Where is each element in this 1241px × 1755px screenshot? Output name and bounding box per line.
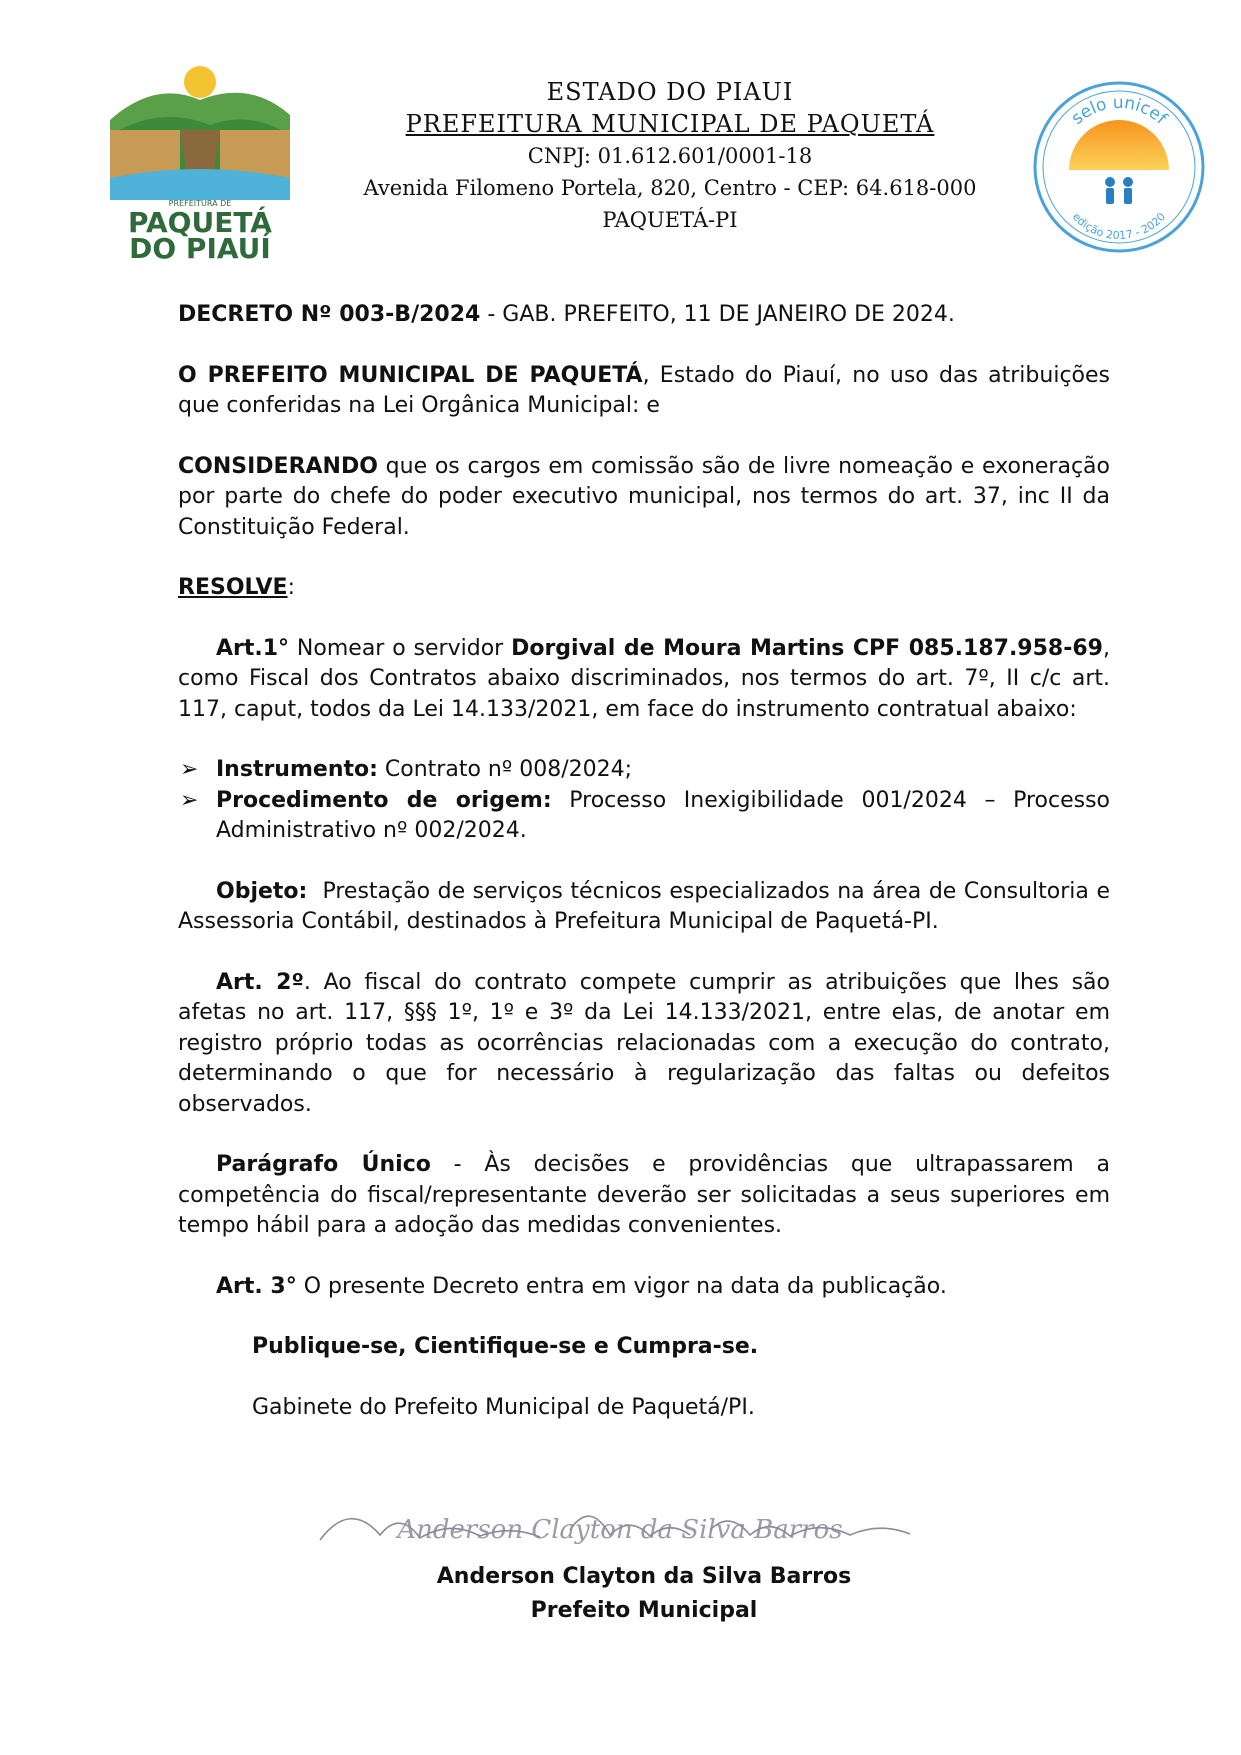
art3-label: Art. 3° — [216, 1273, 297, 1299]
document-header — [330, 76, 1010, 236]
art3-paragraph — [178, 1272, 1110, 1303]
resolve-heading — [178, 573, 1110, 604]
signature-script: Anderson Clayton da Silva Barros — [397, 1515, 843, 1545]
considerando-text: que os cargos em comissão são de livre nomeação e exoneração por parte do chefe do poder executivo municipal, nos termos do art. 37, inc II da Constituição Federal. — [178, 453, 1110, 540]
paragrafo-unico — [178, 1150, 1110, 1242]
list-item — [178, 786, 1110, 847]
intro-paragraph — [178, 361, 1110, 422]
art3-text: O presente Decreto entra em vigor na data da publicação. — [296, 1273, 947, 1299]
art1-label: Art.1° — [216, 635, 290, 661]
seal-edition-text: edição 2017 - 2020 — [1069, 210, 1169, 243]
handwritten-signature — [310, 1480, 930, 1570]
contract-details-list — [178, 755, 1110, 847]
bullet-label: Procedimento de origem: — [216, 787, 552, 813]
header-cnpj: CNPJ: 01.612.601/0001-18 — [527, 144, 813, 168]
art2-text: . Ao fiscal do contrato compete cumprir as atribuições que lhes são afetas no art. 117, §§§ 1º, 1º e 3º da Lei 14.133/2021, entre elas, de anotar em registro próprio todas as ocorrências relacionadas com a execução do contrato, determinando o que for necessário à regularização das faltas ou defeitos observados. — [178, 969, 1110, 1117]
logo-line2: DO PIAUÍ — [129, 232, 271, 260]
list-item — [178, 755, 1110, 786]
art2-label: Art. 2º — [216, 969, 304, 995]
publique-line — [178, 1332, 1110, 1363]
signer-title: Prefeito Municipal — [530, 1598, 758, 1623]
resolve-colon: : — [287, 575, 295, 600]
gabinete-line: Gabinete do Prefeito Municipal de Paquetá/PI. — [252, 1394, 755, 1420]
bullet-text: Contrato nº 008/2024; — [377, 757, 633, 782]
logo-subtitle: PREFEITURA DE — [168, 199, 232, 208]
art1-paragraph — [178, 634, 1110, 726]
resolve-label: RESOLVE — [178, 575, 288, 600]
logo-line1: PAQUETÁ — [128, 206, 272, 239]
signer-block — [178, 1560, 1110, 1628]
art1-servant-name: Dorgival de Moura Martins CPF 085.187.958-69 — [511, 635, 1103, 661]
art1-text2: , como Fiscal dos Contratos abaixo discriminados, nos termos do art. 7º, II c/c art. 117, caput, todos da Lei 14.133/2021, em face do instrumento contratual abaixo: — [178, 635, 1110, 722]
intro-text: , Estado do Piauí, no uso das atribuições que conferidas na Lei Orgânica Municipal: e — [178, 362, 1110, 418]
header-prefecture: PREFEITURA MUNICIPAL DE PAQUETÁ — [405, 110, 935, 138]
paragrafo-text: - Às decisões e providências que ultrapassarem a competência do fiscal/representante deverão ser solicitadas a seus superiores em tempo hábil para a adoção das medidas convenientes. — [178, 1152, 1110, 1238]
objeto-paragraph — [178, 877, 1117, 938]
publique-text: Publique-se, Cientifique-se e Cumpra-se. — [252, 1334, 759, 1359]
header-state: ESTADO DO PIAUI — [546, 78, 794, 106]
objeto-label: Objeto: — [216, 878, 308, 904]
considerando-paragraph — [178, 452, 1110, 544]
considerando-bold: CONSIDERANDO — [178, 453, 378, 479]
decree-number: DECRETO Nº 003-B/2024 — [178, 302, 481, 327]
art2-paragraph — [178, 968, 1110, 1121]
paragrafo-label: Parágrafo Único — [216, 1152, 431, 1177]
intro-bold: O PREFEITO MUNICIPAL DE PAQUETÁ — [178, 362, 643, 388]
bullet-label: Instrumento: — [216, 757, 378, 782]
arrow-bullet-icon: ➢ — [180, 757, 199, 782]
unicef-seal-logo — [1030, 78, 1208, 256]
header-address: Avenida Filomeno Portela, 820, Centro - CEP: 64.618-000 — [363, 176, 977, 200]
signer-name: Anderson Clayton da Silva Barros — [436, 1564, 852, 1589]
decree-date: - GAB. PREFEITO, 11 DE JANEIRO DE 2024. — [480, 302, 955, 327]
arrow-bullet-icon: ➢ — [180, 787, 199, 813]
decree-title — [178, 300, 1110, 331]
art1-text1: Nomear o servidor — [289, 635, 512, 661]
header-city: PAQUETÁ-PI — [602, 208, 738, 232]
paqueta-logo — [100, 60, 300, 260]
decree-body — [178, 300, 1117, 1423]
seal-arc-text: selo unicef — [1067, 92, 1171, 129]
objeto-text: Prestação de serviços técnicos especializados na área de Consultoria e Assessoria Contábil, destinados à Prefeitura Municipal de Paquetá-PI. — [178, 878, 1117, 934]
bullet-text: Processo Inexigibilidade 001/2024 – Processo Administrativo nº 002/2024. — [216, 787, 1110, 843]
